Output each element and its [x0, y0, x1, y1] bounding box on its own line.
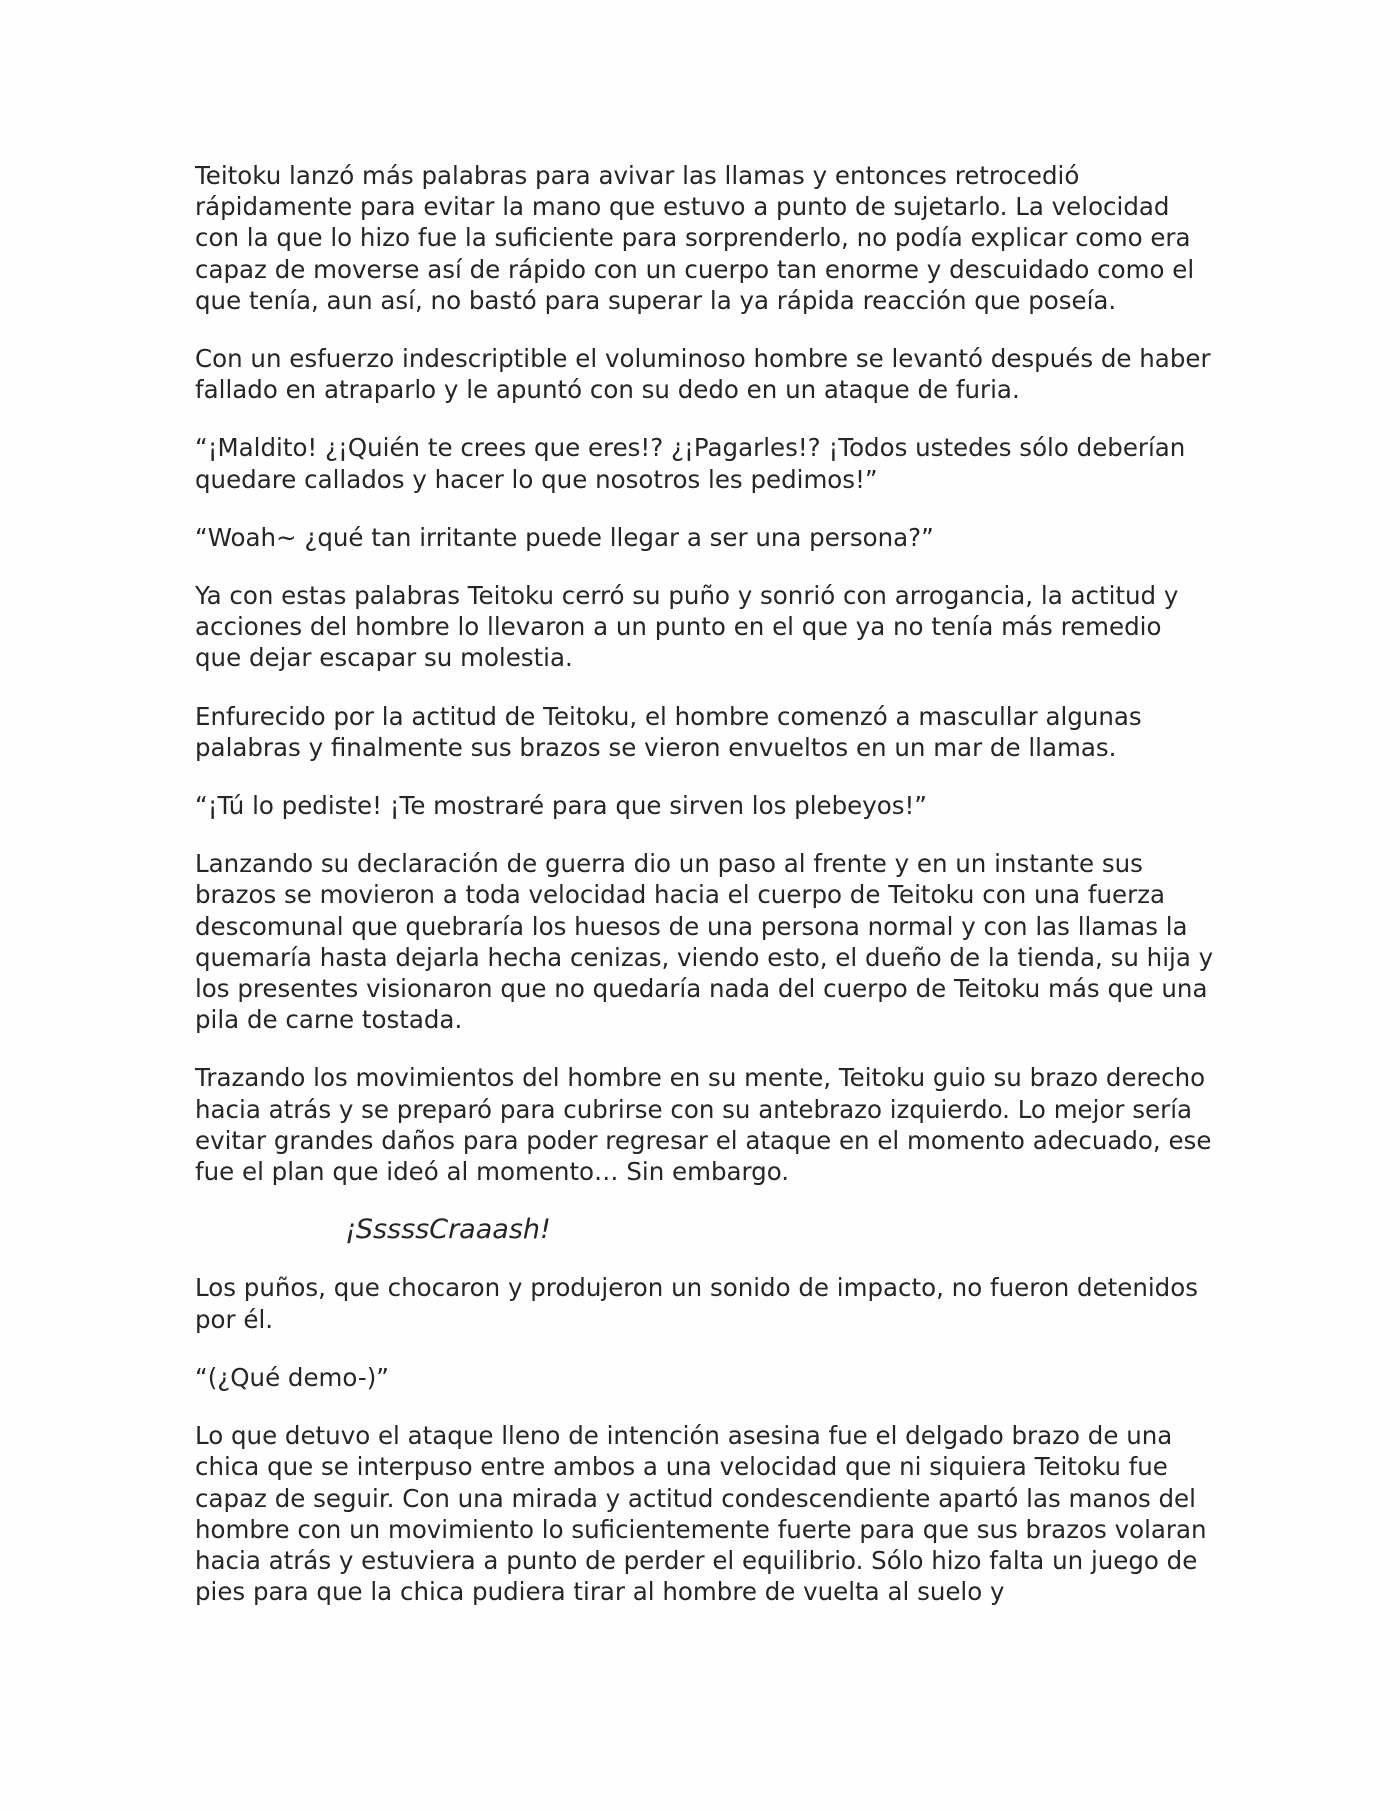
paragraph: Con un esfuerzo indescriptible el voluminoso hombre se levantó después de haber fallado en atraparlo y le apuntó con su dedo en un ataque de furia. — [195, 344, 1211, 405]
document-body — [195, 160, 1215, 1634]
paragraph: Enfurecido por la actitud de Teitoku, el hombre comenzó a mascullar algunas palabras y finalmente sus brazos se vieron envueltos en un mar de llamas. — [195, 701, 1142, 762]
sound-effect: ¡SssssCraaash! — [345, 1214, 551, 1246]
paragraph: Lanzando su declaración de guerra dio un paso al frente y en un instante sus brazos se movieron a toda velocidad hacia el cuerpo de Teitoku con una fuerza descomunal que quebraría los huesos de una persona normal y con las llamas la quemaría hasta dejarla hecha cenizas, viendo esto, el dueño de la tienda, su hija y los presentes visionaron que no quedaría nada del cuerpo de Teitoku más que una pila de carne tostada. — [195, 849, 1214, 1035]
paragraph: Trazando los movimientos del hombre en su mente, Teitoku guio su brazo derecho hacia atrás y se preparó para cubrirse con su antebrazo izquierdo. Lo mejor sería evitar grandes daños para poder regresar el ataque en el momento adecuado, ese fue el plan que ideó al momento… Sin embargo. — [195, 1063, 1212, 1187]
paragraph: Teitoku lanzó más palabras para avivar las llamas y entonces retrocedió rápidamente para evitar la mano que estuvo a punto de sujetarlo. La velocidad con la que lo hizo fue la suficiente para sorprenderlo, no podía explicar como era capaz de moverse así de rápido con un cuerpo tan enorme y descuidado como el que tenía, aun así, no bastó para superar la ya rápida reacción que poseía. — [195, 161, 1195, 315]
paragraph: Ya con estas palabras Teitoku cerró su puño y sonrió con arrogancia, la actitud y acciones del hombre lo llevaron a un punto en el que ya no tenía más remedio que dejar escapar su molestia. — [195, 581, 1179, 673]
dialogue-line: “¡Tú lo pediste! ¡Te mostraré para que sirven los plebeyos!” — [195, 791, 927, 821]
dialogue-line: “Woah~ ¿qué tan irritante puede llegar a ser una persona?” — [195, 522, 934, 552]
paragraph: Los puños, que chocaron y produjeron un sonido de impacto, no fueron detenidos por él. — [195, 1273, 1198, 1334]
dialogue-line: “¡Maldito! ¿¡Quién te crees que eres!? ¿¡Pagarles!? ¡Todos ustedes sólo deberían quedare callados y hacer lo que nosotros les pedimos!” — [195, 433, 1186, 494]
dialogue-line: “(¿Qué demo-)” — [195, 1362, 389, 1392]
paragraph: Lo que detuvo el ataque lleno de intención asesina fue el delgado brazo de una chica que se interpuso entre ambos a una velocidad que ni siquiera Teitoku fue capaz de seguir. Con una mirada y actitud condescendiente apartó las manos del hombre con un movimiento lo suficientemente fuerte para que sus brazos volaran hacia atrás y estuviera a punto de perder el equilibrio. Sólo hizo falta un juego de pies para que la chica pudiera tirar al hombre de vuelta al suelo y — [195, 1421, 1207, 1607]
